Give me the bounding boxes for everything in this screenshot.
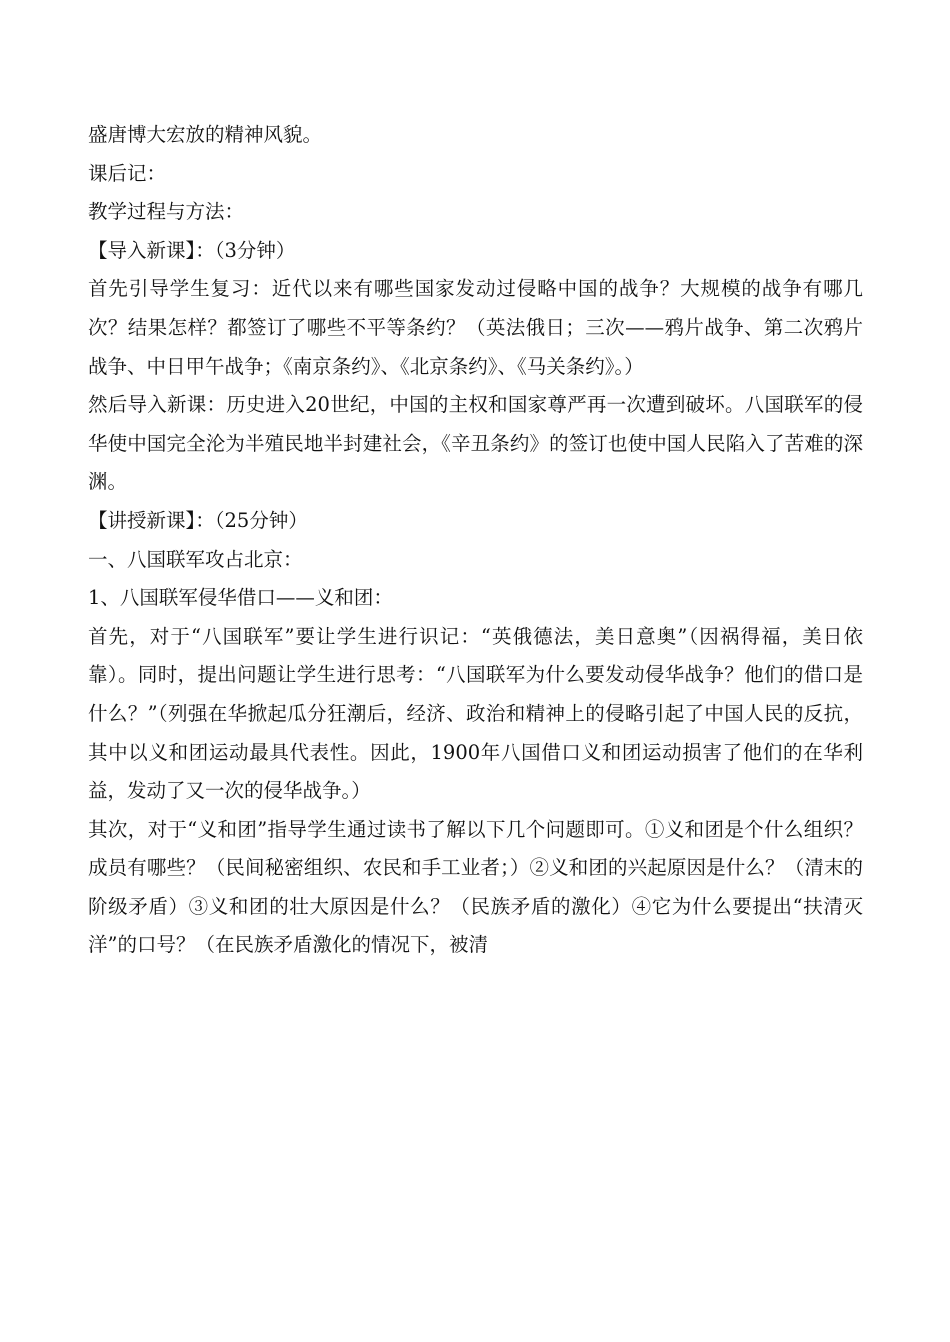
paragraph-teaching-process-heading: 教学过程与方法： — [88, 200, 245, 224]
paragraph-boxer-questions: 其次，对于“义和团”指导学生通过读书了解以下几个问题即可。①义和团是个什么组织？成员有哪些？（民间秘密组织、农民和手工业者；）②义和团的兴起原因是什么？（清末的阶级矛盾）③义和团的壮大原因是什么？（民族矛盾的激化）④它为什么要提出“扶清灭洋”的口号？（在民族矛盾激化的情况下，被清 — [88, 817, 863, 957]
paragraph-teach-new-lesson-heading: 【讲授新课】：（25分钟） — [88, 508, 308, 532]
document-body — [88, 116, 863, 965]
subsection-heading-boxers: 1、八国联军侵华借口——义和团： — [88, 586, 393, 610]
paragraph-review-questions: 首先引导学生复习：近代以来有哪些国家发动过侵略中国的战争？大规模的战争有哪几次？结果怎样？都签订了哪些不平等条约？（英法俄日；三次——鸦片战争、第二次鸦片战争、中日甲午战争；《南京条约》、《北京条约》、《马关条约》。） — [88, 277, 863, 378]
section-heading-eight-nation-alliance: 一、八国联军攻占北京： — [88, 547, 303, 571]
paragraph-intro-lesson-heading: 【导入新课】：（3分钟） — [88, 238, 296, 262]
paragraph-after-class-notes: 课后记： — [88, 161, 167, 185]
paragraph-eight-nation-memorization: 首先，对于“八国联军”要让学生进行识记：“英俄德法，美日意奥”（因祸得福，美日依靠）。同时，提出问题让学生进行思考：“八国联军为什么要发动侵华战争？他们的借口是什么？”（列强在华掀起瓜分狂潮后，经济、政治和精神上的侵略引起了中国人民的反抗，其中以义和团运动最具代表性。因此，1900年八国借口义和团运动损害了他们的在华利益，发动了又一次的侵华战争。） — [88, 624, 863, 803]
paragraph-tang-spirit: 盛唐博大宏放的精神风貌。 — [88, 123, 323, 146]
paragraph-intro-new-lesson: 然后导入新课：历史进入20世纪，中国的主权和国家尊严再一次遭到破坏。八国联军的侵华使中国完全沦为半殖民地半封建社会，《辛丑条约》的签订也使中国人民陷入了苦难的深渊。 — [88, 393, 863, 494]
